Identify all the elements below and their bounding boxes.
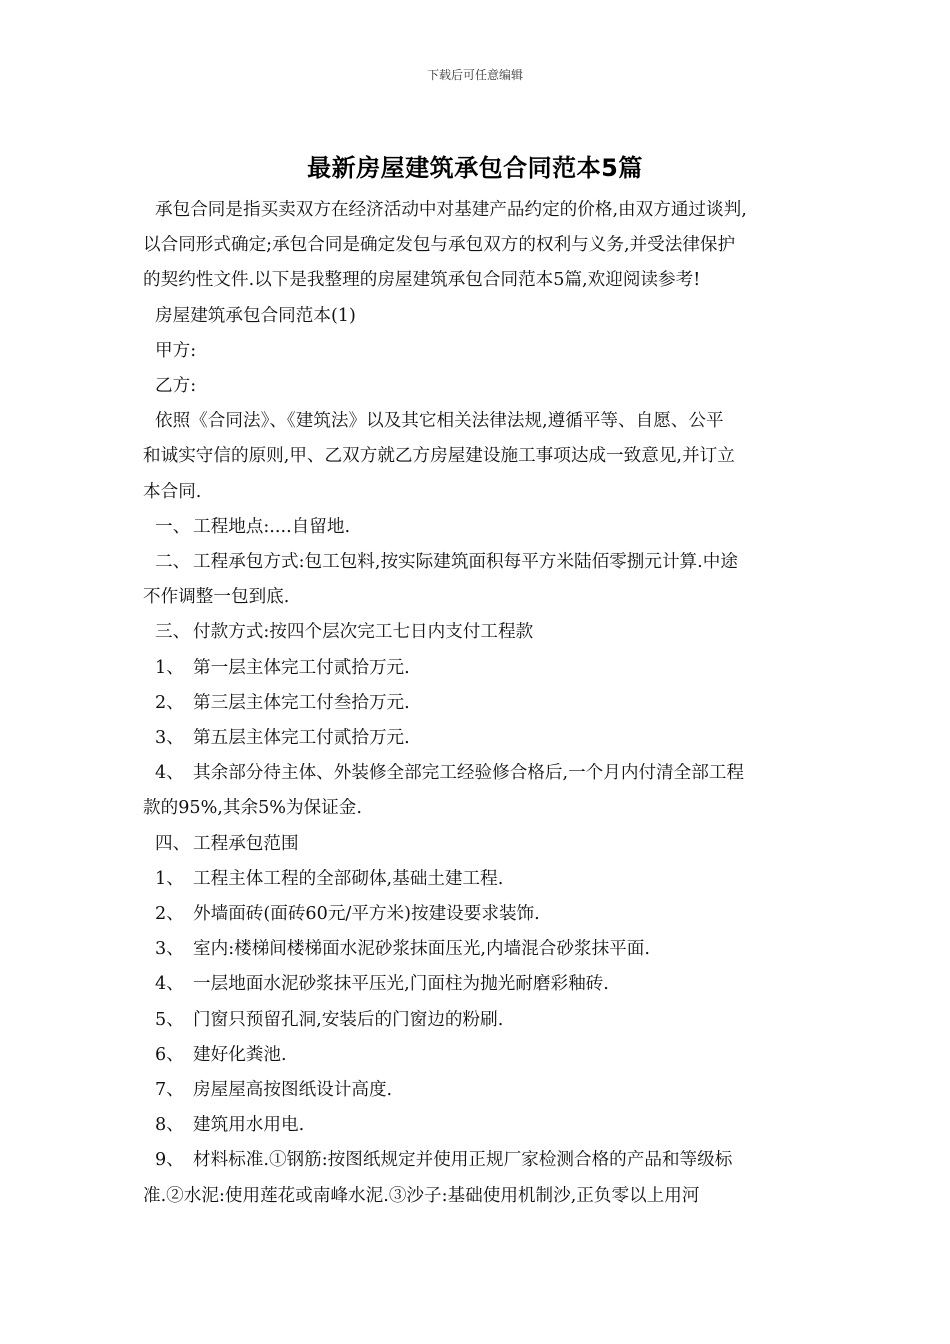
- basis-line: 本合同.: [143, 481, 202, 502]
- basis-line: 依照《合同法》、《建筑法》以及其它相关法律法规,遵循平等、自愿、公平: [155, 411, 724, 432]
- item-number: 2、: [155, 692, 184, 713]
- item-text: 室内:楼梯间楼梯面水泥砂浆抹面压光,内墙混合砂浆抹平面.: [193, 939, 650, 960]
- item-number: 3、: [155, 728, 184, 749]
- intro-line: 的契约性文件.以下是我整理的房屋建筑承包合同范本5篇,欢迎阅读参考!: [143, 270, 701, 291]
- party-b-label: 乙方:: [155, 376, 197, 397]
- sample-heading: 房屋建筑承包合同范本(1): [155, 305, 356, 326]
- scope-item: [143, 1143, 809, 1178]
- section-number: 四、: [155, 833, 191, 854]
- payment-item: [143, 651, 809, 686]
- item-number: 2、: [155, 904, 184, 925]
- section-2: [143, 545, 809, 580]
- scope-item: [143, 1038, 809, 1073]
- section-text: 工程地点:....自留地.: [193, 516, 351, 537]
- section-3: [143, 615, 809, 650]
- header-note: 下载后可任意编辑: [426, 68, 523, 82]
- item-number: 7、: [155, 1080, 184, 1101]
- item-text: 第一层主体完工付贰拾万元.: [193, 657, 410, 678]
- scope-item: [143, 897, 809, 932]
- section-2-continuation: 不作调整一包到底.: [143, 587, 290, 608]
- item-text: 外墙面砖(面砖60元/平方米)按建设要求装饰.: [193, 904, 540, 925]
- section-text: 付款方式:按四个层次完工七日内支付工程款: [193, 622, 534, 643]
- section-4: [143, 827, 809, 862]
- item-text: 建筑用水用电.: [193, 1115, 305, 1136]
- section-text: 工程承包范围: [193, 833, 299, 854]
- payment-item: [143, 721, 809, 756]
- payment-item-continuation: 款的95%,其余5%为保证金.: [143, 798, 362, 819]
- item-text: 第五层主体完工付贰拾万元.: [193, 728, 410, 749]
- section-text: 工程承包方式:包工包料,按实际建筑面积每平方米陆佰零捌元计算.中途: [193, 552, 738, 573]
- section-1: [143, 510, 809, 545]
- item-number: 6、: [155, 1044, 184, 1065]
- scope-item: [143, 967, 809, 1002]
- section-number: 三、: [155, 622, 191, 643]
- item-number: 8、: [155, 1115, 184, 1136]
- scope-item-continuation: 准.②水泥:使用莲花或南峰水泥.③沙子:基础使用机制沙,正负零以上用河: [143, 1185, 700, 1206]
- scope-item: [143, 862, 809, 897]
- item-number: 3、: [155, 939, 184, 960]
- item-text: 一层地面水泥砂浆抹平压光,门面柱为抛光耐磨彩釉砖.: [193, 974, 609, 995]
- intro-line: 承包合同是指买卖双方在经济活动中对基建产品约定的价格,由双方通过谈判,: [155, 200, 747, 220]
- document-title: 最新房屋建筑承包合同范本5篇: [307, 154, 643, 182]
- section-number: 一、: [155, 516, 191, 537]
- payment-item: [143, 686, 809, 721]
- item-text: 其余部分待主体、外装修全部完工经验修合格后,一个月内付清全部工程: [193, 763, 745, 784]
- item-number: 9、: [155, 1150, 184, 1171]
- item-number: 5、: [155, 1009, 184, 1030]
- item-text: 门窗只预留孔洞,安装后的门窗边的粉刷.: [193, 1009, 504, 1030]
- scope-item: [143, 1003, 809, 1038]
- item-text: 工程主体工程的全部砌体,基础土建工程.: [193, 868, 504, 889]
- scope-item: [143, 932, 809, 967]
- scope-item: [143, 1073, 809, 1108]
- item-number: 1、: [155, 657, 184, 678]
- item-number: 4、: [155, 763, 184, 784]
- item-number: 4、: [155, 974, 184, 995]
- item-text: 建好化粪池.: [193, 1044, 287, 1065]
- item-number: 1、: [155, 868, 184, 889]
- payment-item: [143, 756, 809, 791]
- item-text: 材料标准.①钢筋:按图纸规定并使用正规厂家检测合格的产品和等级标: [193, 1150, 733, 1171]
- item-text: 房屋屋高按图纸设计高度.: [193, 1080, 393, 1101]
- intro-line: 以合同形式确定;承包合同是确定发包与承包双方的权利与义务,并受法律保护: [143, 235, 736, 256]
- item-text: 第三层主体完工付叁拾万元.: [193, 692, 410, 713]
- document-body: [143, 193, 809, 1214]
- section-number: 二、: [155, 552, 191, 573]
- scope-item: [143, 1108, 809, 1143]
- party-a-label: 甲方:: [155, 340, 197, 361]
- basis-line: 和诚实守信的原则,甲、乙双方就乙方房屋建设施工事项达成一致意见,并订立: [143, 446, 735, 467]
